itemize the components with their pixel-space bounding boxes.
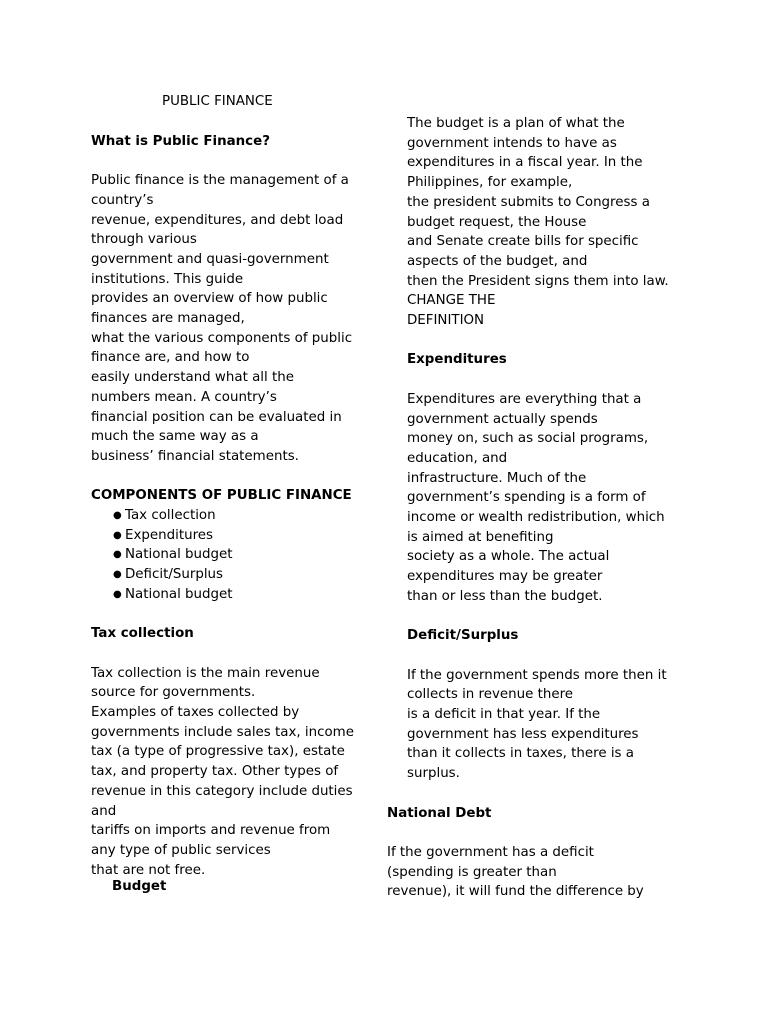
intro-line: finance are, and how to [91, 350, 250, 366]
intro-line: easily understand what all the [91, 370, 294, 386]
intro-line: government and quasi-government [91, 251, 329, 267]
intro-line: numbers mean. A country’s [91, 389, 277, 405]
budget-line: expenditures in a fiscal year. In the [407, 155, 643, 171]
deficit-line: If the government spends more then it [407, 667, 667, 683]
expenditures-line: than or less than the budget. [407, 588, 603, 604]
components-list-item: ● National budget [113, 585, 366, 605]
expenditures-line: infrastructure. Much of the [407, 470, 587, 486]
deficit-line: than it collects in taxes, there is a [407, 746, 634, 762]
tax-line: that are not free. [91, 862, 206, 878]
expenditures-line: money on, such as social programs, [407, 431, 649, 447]
tax-line: and [91, 803, 117, 819]
tax-line: governments include sales tax, income [91, 724, 354, 740]
components-list [91, 506, 366, 605]
tax-line: any type of public services [91, 842, 271, 858]
budget-line: CHANGE THE [407, 293, 496, 309]
intro-line: through various [91, 232, 197, 248]
heading-expenditures: Expenditures [407, 352, 507, 368]
intro-line: institutions. This guide [91, 271, 244, 287]
expenditures-line: income or wealth redistribution, which [407, 510, 665, 526]
budget-line: Philippines, for example, [407, 175, 573, 191]
debt-line: If the government has a deficit [387, 844, 594, 860]
components-list-item: ● Expenditures [113, 526, 366, 546]
expenditures-line: Expenditures are everything that a [407, 391, 642, 407]
expenditures-paragraph [387, 390, 687, 607]
heading-components: COMPONENTS OF PUBLIC FINANCE [91, 488, 352, 504]
intro-line: country’s [91, 192, 154, 208]
intro-line: business’ financial statements. [91, 448, 299, 464]
budget-line: The budget is a plan of what the [407, 116, 625, 131]
budget-line: the president submits to Congress a [407, 194, 650, 210]
tax-line: Examples of taxes collected by [91, 705, 300, 721]
expenditures-line: is aimed at benefiting [407, 529, 554, 545]
expenditures-line: education, and [407, 450, 508, 466]
heading-tax-collection: Tax collection [91, 626, 194, 642]
intro-line: finances are managed, [91, 311, 245, 327]
tax-line: source for governments. [91, 685, 256, 701]
deficit-paragraph [387, 666, 687, 784]
budget-line: and Senate create bills for specific [407, 234, 639, 250]
right-column [387, 114, 687, 902]
intro-paragraph [91, 171, 366, 467]
expenditures-line: government actually spends [407, 411, 598, 427]
expenditures-line: expenditures may be greater [407, 569, 603, 585]
debt-paragraph [387, 843, 687, 902]
budget-line: budget request, the House [407, 214, 587, 230]
tax-line: Tax collection is the main revenue [91, 665, 320, 681]
deficit-line: government has less expenditures [407, 726, 639, 742]
budget-line: government intends to have as [407, 135, 617, 151]
deficit-line: is a deficit in that year. If the [407, 707, 601, 723]
heading-budget: Budget [112, 879, 167, 895]
expenditures-line: society as a whole. The actual [407, 549, 610, 565]
debt-line: (spending is greater than [387, 864, 557, 880]
tax-line: tariffs on imports and revenue from [91, 823, 331, 839]
tax-paragraph [91, 664, 366, 881]
deficit-line: surplus. [407, 766, 460, 782]
heading-deficit-surplus: Deficit/Surplus [407, 628, 519, 644]
expenditures-line: government’s spending is a form of [407, 490, 646, 506]
components-list-item: ● National budget [113, 545, 366, 565]
heading-what-is-public-finance: What is Public Finance? [91, 133, 270, 149]
components-list-item: ● Deficit/Surplus [113, 565, 366, 585]
intro-line: much the same way as a [91, 429, 259, 445]
budget-line: DEFINITION [407, 313, 485, 329]
deficit-line: collects in revenue there [407, 687, 574, 703]
left-column [91, 92, 366, 897]
tax-line: revenue in this category include duties [91, 783, 353, 799]
intro-line: what the various components of public [91, 330, 353, 346]
heading-national-debt: National Debt [387, 805, 492, 821]
intro-line: revenue, expenditures, and debt load [91, 212, 344, 228]
budget-line: aspects of the budget, and [407, 253, 588, 269]
tax-line: tax, and property tax. Other types of [91, 764, 339, 780]
debt-line: revenue), it will fund the difference by [387, 884, 644, 900]
intro-line: provides an overview of how public [91, 291, 328, 307]
tax-line: tax (a type of progressive tax), estate [91, 744, 345, 760]
budget-line: then the President signs them into law. [407, 273, 669, 289]
intro-line: Public finance is the management of a [91, 173, 349, 189]
components-list-item: ● Tax collection [113, 506, 366, 526]
document-title: PUBLIC FINANCE [162, 94, 273, 109]
budget-paragraph [387, 114, 687, 331]
intro-line: financial position can be evaluated in [91, 409, 342, 425]
